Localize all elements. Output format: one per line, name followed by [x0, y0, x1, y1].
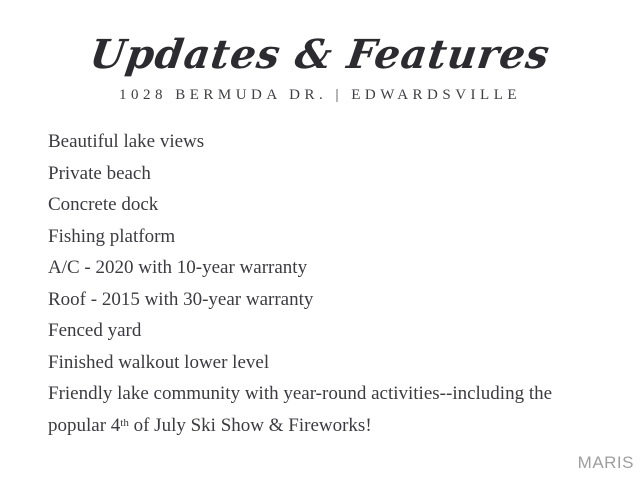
- maris-watermark: MARIS: [577, 453, 634, 472]
- feature-item: Friendly lake community with year-round activities--including the: [48, 383, 553, 404]
- feature-item: Finished walkout lower level: [48, 351, 270, 373]
- feature-text-suffix: of July Ski Show & Fireworks!: [128, 414, 372, 436]
- feature-item-continued: [48, 410, 600, 442]
- feature-text-prefix: popular 4: [48, 414, 121, 436]
- feature-item: Beautiful lake views: [48, 131, 205, 152]
- address-subtitle: 1028 BERMUDA DR. | EDWARDSVILLE: [118, 87, 522, 103]
- feature-item: A/C - 2020 with 10-year warranty: [48, 257, 308, 278]
- ordinal-superscript: th: [120, 416, 129, 429]
- header: [0, 0, 640, 104]
- feature-item: Concrete dock: [48, 194, 159, 215]
- feature-item: Fishing platform: [48, 225, 176, 247]
- page-title: Updates & Features: [87, 31, 554, 78]
- feature-item: Private beach: [48, 162, 151, 184]
- feature-item: Fenced yard: [48, 320, 142, 341]
- features-list: [0, 104, 640, 441]
- feature-item: Roof - 2015 with 30-year warranty: [48, 288, 314, 310]
